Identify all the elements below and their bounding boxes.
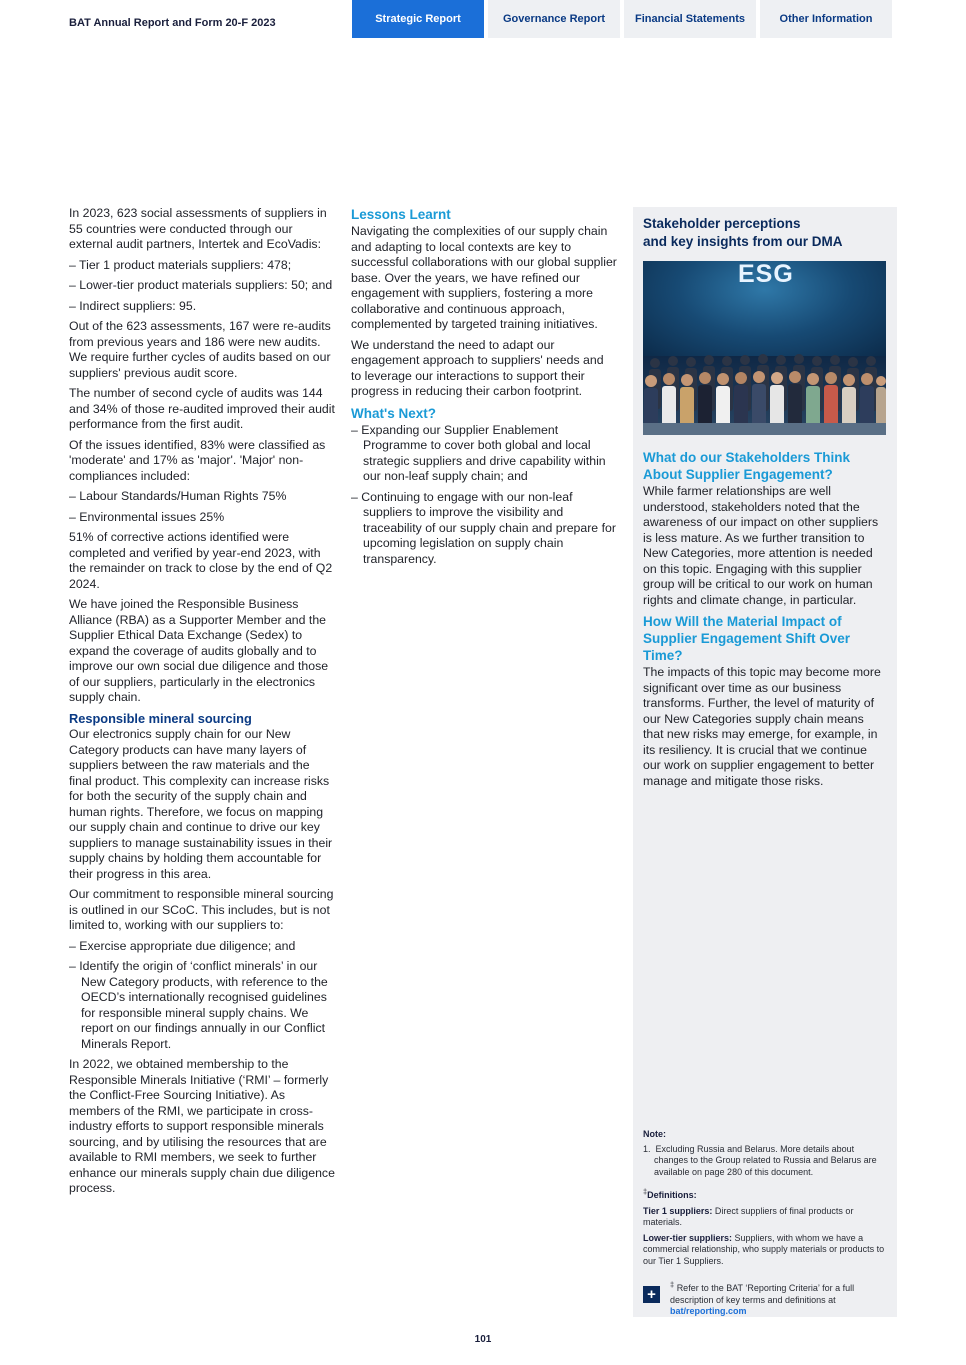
stakeholder-sidebar <box>633 207 897 1317</box>
paragraph: We understand the need to adapt our engagement approach to suppliers' needs and to leverage our interactions to support their progress in reducing their carbon footprint. <box>351 337 604 398</box>
sidebar-title-line: Stakeholder perceptions <box>643 216 801 231</box>
list-item: – Continuing to engage with our non-leaf suppliers to improve the visibility and traceability of our supply chain and prepare for upcoming legislation on supply chain transparency. <box>351 490 617 568</box>
paragraph: Our electronics supply chain for our New Category products can have many layers of suppliers between the raw materials and the final product. This complexity can increase risks for both the security of the supply chain and human rights. Therefore, we focus on mapping our supply chain and continue to drive our key suppliers to manage sustainability issues in their supply chains by holding them accountable for their progress in this area. <box>69 727 333 881</box>
reference-text: Refer to the BAT ‘Reporting Criteria’ for a full description of key terms and definitions at <box>670 1283 855 1305</box>
footnotes <box>643 1129 886 1318</box>
paragraph: Out of the 623 assessments, 167 were re-audits from previous years and 186 were new audits. We require further cycles of audits based on our suppliers' previous audit score. <box>69 319 331 380</box>
paragraph: In 2023, 623 social assessments of suppliers in 55 countries were conducted through our external audit partners, Intertek and EcoVadis: <box>69 206 327 251</box>
list-item: – Indirect suppliers: 95. <box>69 299 335 315</box>
definition-tier1 <box>643 1206 886 1229</box>
paragraph: Navigating the complexities of our supply chain and adapting to local contexts are key to successful collaborations with our global supplier base. Over the years, we have refined our engagement with suppliers, fostering a more collaborative and continuous approach, complemented by targeted training initiatives. <box>351 224 617 331</box>
definition-lower-tier <box>643 1233 886 1268</box>
sidebar-heading-stakeholders-think: What do our Stakeholders Think About Supplier Engagement? <box>643 450 851 482</box>
list-item: – Identify the origin of ‘conflict minerals’ in our New Category products, with reference to the OECD’s internationally recognised guidelines for responsible mineral supply chains. We report on our findings annually in our Conflict Minerals Report. <box>69 959 335 1052</box>
reference-text-block <box>670 1279 886 1318</box>
stage-floor <box>643 423 886 435</box>
mineral-commitments-list <box>69 939 335 1053</box>
esg-event-group-photo <box>643 261 886 435</box>
paragraph: While farmer relationships are well understood, stakeholders noted that the awareness of our impact on other suppliers is less mature. As we further transition to New Categories, more attention is needed on this topic. Engaging with this supplier group will be critical to our work on human rights and climate change, in particular. <box>643 484 879 607</box>
footnote-1 <box>643 1144 886 1179</box>
tab-financial-statements[interactable]: Financial Statements <box>624 0 756 38</box>
paragraph: The number of second cycle of audits was 144 and 34% of those re-audited improved their audit performance from the first audit. <box>69 386 335 431</box>
list-item: – Lower-tier product materials suppliers: 50; and <box>69 278 335 294</box>
reporting-link[interactable]: bat/reporting.com <box>670 1306 747 1316</box>
sidebar-heading-material-impact: How Will the Material Impact of Supplier Engagement Shift Over Time? <box>643 614 851 663</box>
list-item: – Expanding our Supplier Enablement Programme to cover both global and local strategic suppliers and drive capability within our non-leaf supply chain; and <box>351 423 617 485</box>
paragraph: Of the issues identified, 83% were classified as 'moderate' and 17% as 'major'. 'Major' non-compliances included: <box>69 437 326 483</box>
sidebar-title <box>643 215 886 251</box>
list-item: – Environmental issues 25% <box>69 510 335 526</box>
paragraph: The impacts of this topic may become more significant over time as our business transforms. Further, the level of maturity of our New Categories supply chain means that new risks may emerge, for example, in its resiliency. It is crucial that we continue our work on supplier engagement to better manage and mitigate those risks. <box>643 665 881 788</box>
section-heading-lessons-learnt: Lessons Learnt <box>351 207 451 222</box>
left-column <box>69 206 335 1202</box>
paragraph: In 2022, we obtained membership to the Responsible Minerals Initiative (‘RMI’ – formerly the Conflict-Free Sourcing Initiative). As members of the RMI, we participate in cross-industry efforts to support responsible minerals sourcing, and by utilising the resources that are available to RMI members, we seek to further enhance our minerals supply chain due diligence process. <box>69 1057 335 1195</box>
paragraph: Our commitment to responsible mineral sourcing is outlined in our SCoC. This includes, but is not limited to, working with our suppliers to: <box>69 887 334 932</box>
sidebar-title-line: and key insights from our DMA <box>643 234 843 249</box>
list-item: – Tier 1 product materials suppliers: 478; <box>69 258 335 274</box>
page-number: 101 <box>474 1334 492 1345</box>
section-heading-whats-next: What's Next? <box>351 405 436 421</box>
section-heading-mineral-sourcing: Responsible mineral sourcing <box>69 710 252 726</box>
note-heading: Note: <box>643 1129 666 1139</box>
esg-banner-text: ESG <box>738 261 794 288</box>
definition-term: Tier 1 suppliers: <box>643 1205 713 1216</box>
definition-text: Suppliers, with whom we have a commercial relationship, who supply materials or products to our Tier 1 Suppliers. <box>643 1232 885 1266</box>
next-steps-list <box>351 423 617 568</box>
list-item: – Labour Standards/Human Rights 75% <box>69 489 335 505</box>
footnote-number: 1. <box>643 1143 651 1154</box>
tab-strategic-report[interactable]: Strategic Report <box>352 0 484 38</box>
non-compliance-list <box>69 489 335 525</box>
definition-text: Direct suppliers of final products or materials. <box>643 1205 854 1227</box>
double-dagger-symbol: ‡ <box>670 1280 675 1289</box>
list-item: – Exercise appropriate due diligence; and <box>69 939 335 955</box>
tab-other-information[interactable]: Other Information <box>760 0 892 38</box>
paragraph: 51% of corrective actions identified were completed and verified by year-end 2023, with the remainder on track to close by the end of Q2 2024. <box>69 530 333 591</box>
plus-icon: + <box>643 1286 660 1303</box>
definitions-label: Definitions: <box>647 1190 697 1200</box>
supplier-audit-list <box>69 258 335 315</box>
group-of-people-illustration <box>643 315 886 435</box>
reporting-criteria-reference <box>643 1279 886 1318</box>
tab-governance-report[interactable]: Governance Report <box>488 0 620 38</box>
definitions-heading <box>643 1186 886 1202</box>
paragraph: We have joined the Responsible Business Alliance (RBA) as a Supporter Member and the Supplier Ethical Data Exchange (Sedex) to expand the coverage of audits globally and to improve our own social due diligence and those of our suppliers, particularly in the electronics supply chain. <box>69 597 329 704</box>
double-dagger-symbol: ‡ <box>643 1187 648 1196</box>
section-tabs <box>352 0 892 38</box>
footnote-text: Excluding Russia and Belarus. More details about changes to the Group related to Russia and Belarus are available on page 280 of this document. <box>654 1143 877 1177</box>
report-title: BAT Annual Report and Form 20-F 2023 <box>69 17 276 29</box>
middle-column <box>351 206 617 572</box>
definition-term: Lower-tier suppliers: <box>643 1232 733 1243</box>
